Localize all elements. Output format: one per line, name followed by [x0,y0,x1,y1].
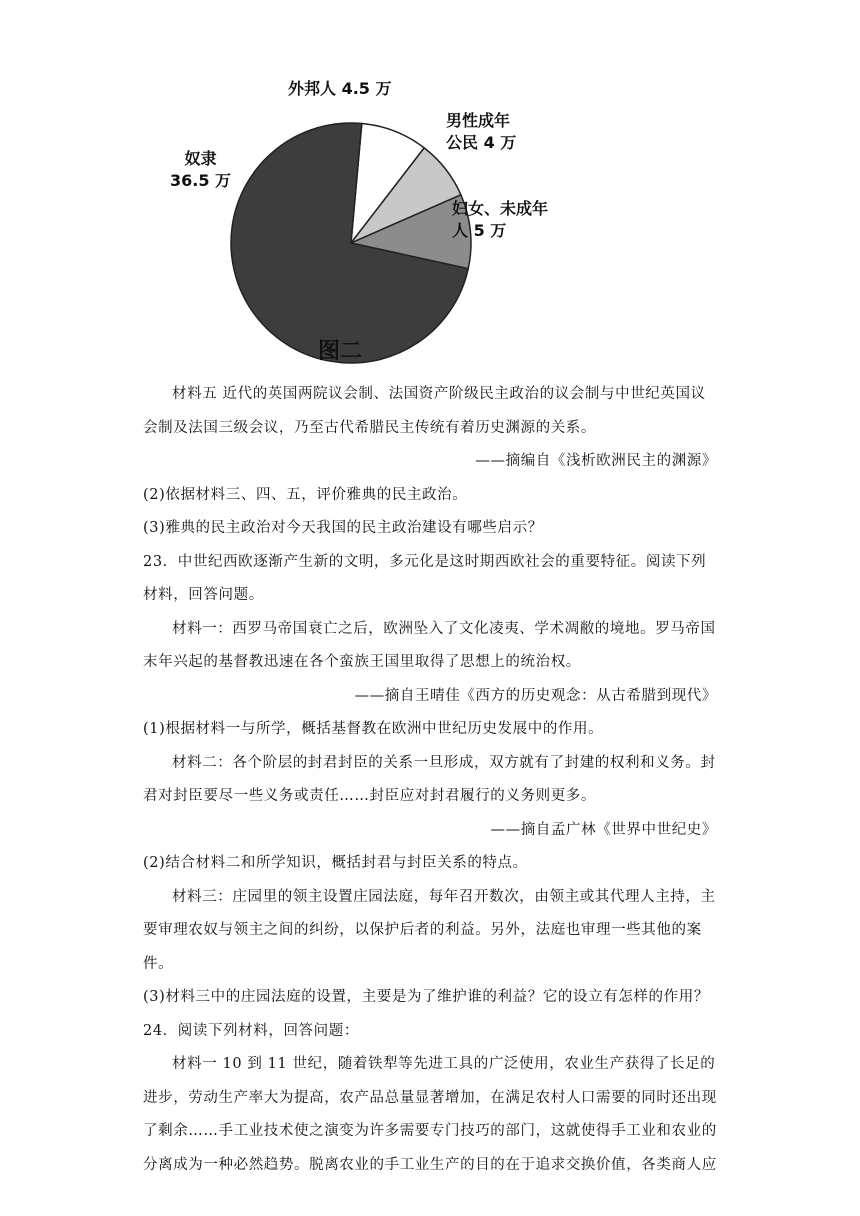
figure-caption: 图二 [318,339,363,364]
label-women-minors: 妇女、未成年 人 5 万 [452,199,549,240]
label-foreigners: 外邦人 4.5 万 [288,79,392,98]
material5-source: ——摘编自《浅析欧洲民主的渊源》 [475,453,717,469]
document-body [0,378,860,1182]
label-slaves: 奴隶 36.5 万 [170,149,232,190]
question-23-intro: 23．中世纪西欧逐渐产生新的文明，多元化是这时期西欧社会的重要特征。阅读下列材料，回答问题。 [143,553,707,603]
question-23-2: (2)结合材料二和所学知识，概括封君与封臣关系的特点。 [143,855,528,871]
q23-source2: ——摘自孟广林《世界中世纪史》 [490,821,717,838]
question-23-3: (3)材料三中的庄园法庭的设置，主要是为了维护谁的利益？它的设立有怎样的作用？ [143,989,709,1005]
q23-material1: 材料一：西罗马帝国衰亡之后，欧洲坠入了文化凌夷、学术凋敝的境地。罗马帝国末年兴起的基督教迅速在各个蛮族王国里取得了思想上的统治权。 [143,620,716,670]
material5-text: 材料五 近代的英国两院议会制、法国资产阶级民主政治的议会制与中世纪英国议会制及法国三级会议，乃至古代希腊民主传统有着历史渊源的关系。 [143,386,706,436]
pie-chart-figure [160,70,600,370]
q24-material1: 材料一 10 到 11 世纪，随着铁犁等先进工具的广泛使用，农业生产获得了长足的进步，劳动生产率大为提高，农产品总量显著增加，在满足农村人口需要的同时还出现了剩余……手工业技术使之演变为许多需要专门技巧的部门，这就使得手工业和农业的分离成为一种必然趋势。脱离农业的手工业生产的目的在于追求交换价值，各类商人应 [143,1056,717,1173]
q23-material3: 材料三：庄园里的领主设置庄园法庭，每年召开数次，由领主或其代理人主持，主要审理农奴与领主之间的纠纷，以保护后者的利益。另外，法庭也审理一些其他的案件。 [143,888,716,972]
question-23-1: (1)根据材料一与所学，概括基督教在欧洲中世纪历史发展中的作用。 [143,721,604,737]
question-22-3: (3)雅典的民主政治对今天我国的民主政治建设有哪些启示？ [143,520,543,536]
q23-material2: 材料二：各个阶层的封君封臣的关系一旦形成，双方就有了封建的权利和义务。封君对封臣要尽一些义务或责任……封臣应对封君履行的义务则更多。 [143,754,716,804]
question-22-2: (2)依据材料三、四、五，评价雅典的民主政治。 [143,486,468,503]
q23-source1: ——摘自王晴佳《西方的历史观念：从古希腊到现代》 [354,687,717,704]
label-male-citizens: 男性成年 公民 4 万 [446,111,517,152]
question-24-intro: 24．阅读下列材料，回答问题： [143,1022,359,1039]
